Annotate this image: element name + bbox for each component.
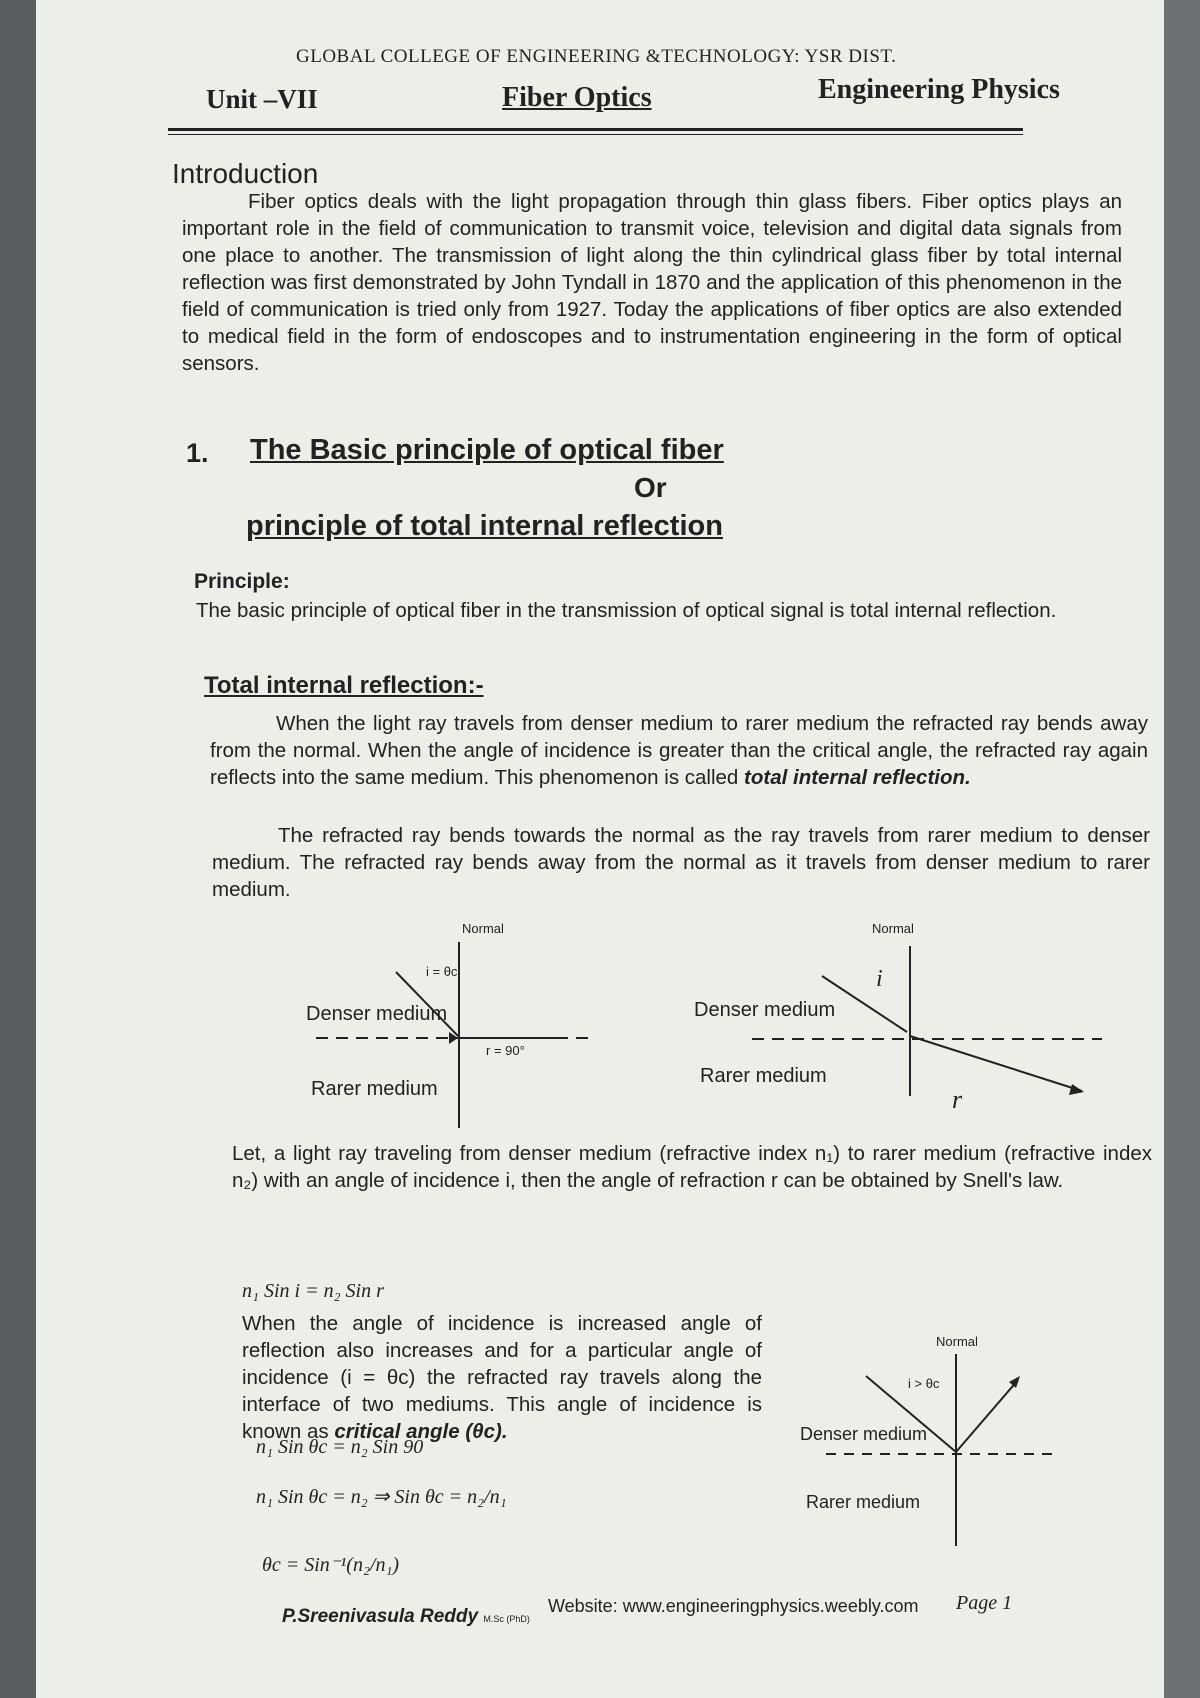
header-rule-thin bbox=[168, 134, 1023, 135]
diagram2-denser-label: Denser medium bbox=[694, 999, 836, 1021]
section-title-line2: principle of total internal reflection bbox=[246, 510, 723, 542]
critical-equation-1: n₁ Sin θc = n₂ Sin 90 bbox=[256, 1436, 424, 1458]
diagram3-incidence-label: i > θc bbox=[908, 1376, 940, 1391]
intro-heading: Introduction bbox=[172, 158, 319, 189]
snell-paragraph: Let, a light ray traveling from denser medium (refractive index n₁) to rarer medium (refractive index n₂) with an angle of incidence i, then the angle of refraction r can be obtained by Snell's law. bbox=[232, 1142, 1152, 1192]
diagram1-refraction-label: r = 90° bbox=[486, 1043, 525, 1058]
college-name: GLOBAL COLLEGE OF ENGINEERING &TECHNOLOGY: YSR DIST. bbox=[296, 46, 897, 67]
diagram2-refracted-ray bbox=[910, 1036, 1082, 1091]
diagram1-incidence-label: i = θc bbox=[426, 964, 458, 979]
diagram-refraction bbox=[692, 906, 1132, 1126]
critical-paragraph bbox=[242, 1310, 762, 1445]
tir-paragraph-1 bbox=[210, 710, 1148, 791]
tir-emphasis: total internal reflection. bbox=[744, 766, 971, 789]
diagram2-incidence-label: i bbox=[876, 966, 883, 992]
principle-heading: Principle: bbox=[194, 570, 290, 593]
header-rule bbox=[168, 128, 1023, 131]
diagram3-rarer-label: Rarer medium bbox=[806, 1492, 921, 1512]
principle-text: The basic principle of optical fiber in the transmission of optical signal is total internal reflection. bbox=[196, 599, 1057, 622]
tir-paragraph-1-text: When the light ray travels from denser medium to rarer medium the refracted ray bends away from the normal. When the angle of incidence is greater than the critical angle, the refracted ray again reflects into the same medium. This phenomenon is called bbox=[210, 712, 1148, 789]
tir-heading: Total internal reflection:- bbox=[204, 672, 484, 699]
diagram3-denser-label: Denser medium bbox=[800, 1424, 928, 1444]
footer-author-name: P.Sreenivasula Reddy bbox=[282, 1606, 479, 1627]
tir-paragraph-2: The refracted ray bends towards the normal as the ray travels from rarer medium to denser medium. The refracted ray bends away from the normal as it travels from denser medium to rarer medium. bbox=[212, 824, 1150, 901]
snell-equation: n₁ Sin i = n₂ Sin r bbox=[242, 1280, 384, 1302]
diagram1-denser-label: Denser medium bbox=[306, 1003, 448, 1025]
page-number: Page 1 bbox=[956, 1592, 1013, 1614]
section-title-or: Or bbox=[634, 472, 667, 503]
section-number: 1. bbox=[186, 438, 209, 468]
critical-equation-2: n₁ Sin θc = n₂ ⇒ Sin θc = n₂/n₁ bbox=[256, 1486, 507, 1508]
course-name: Engineering Physics bbox=[818, 74, 1060, 105]
footer-website: Website: www.engineeringphysics.weebly.com bbox=[548, 1596, 919, 1616]
diagram1-rarer-label: Rarer medium bbox=[311, 1078, 438, 1100]
diagram-total-internal-reflection bbox=[800, 1330, 1136, 1560]
background-edge bbox=[0, 0, 36, 1698]
diagram2-arrowhead bbox=[1069, 1084, 1084, 1095]
footer-author-degree: M.Sc (PhD) bbox=[483, 1614, 530, 1624]
diagram2-normal-label: Normal bbox=[872, 921, 914, 936]
diagram3-normal-label: Normal bbox=[936, 1334, 978, 1349]
critical-equation-3: θc = Sin⁻¹(n₂/n₁) bbox=[262, 1554, 400, 1576]
critical-paragraph-text: When the angle of incidence is increased angle of reflection also increases and for a particular angle of incidence (i = θc) the refracted ray travels along the interface of two mediums. This angle of incidence is known as bbox=[242, 1312, 762, 1443]
diagram3-reflected-ray bbox=[956, 1380, 1018, 1452]
diagram1-normal-label: Normal bbox=[462, 921, 504, 936]
document-page bbox=[36, 0, 1164, 1698]
diagram2-refraction-label: r bbox=[952, 1085, 963, 1114]
diagram2-rarer-label: Rarer medium bbox=[700, 1065, 827, 1087]
diagram-critical-angle bbox=[266, 900, 646, 1140]
critical-emphasis: critical angle (θc). bbox=[334, 1420, 508, 1443]
intro-paragraph: Fiber optics deals with the light propagation through thin glass fibers. Fiber optics plays an important role in the field of communication to transmit voice, television and digital data signals from one place to another. The transmission of light along the thin cylindrical glass fiber by total internal reflection was first demonstrated by John Tyndall in 1870 and the application of this phenomenon in the field of communication is tried only from 1927. Today the applications of fiber optics are also extended to medical field in the form of endoscopes and to instrumentation engineering in the form of optical sensors. bbox=[182, 190, 1122, 375]
subject-title: Fiber Optics bbox=[502, 82, 652, 113]
footer-author bbox=[282, 1606, 530, 1628]
section-title-line1: The Basic principle of optical fiber bbox=[250, 434, 724, 466]
diagram3-arrowhead bbox=[1009, 1376, 1020, 1388]
unit-label: Unit –VII bbox=[206, 84, 318, 114]
